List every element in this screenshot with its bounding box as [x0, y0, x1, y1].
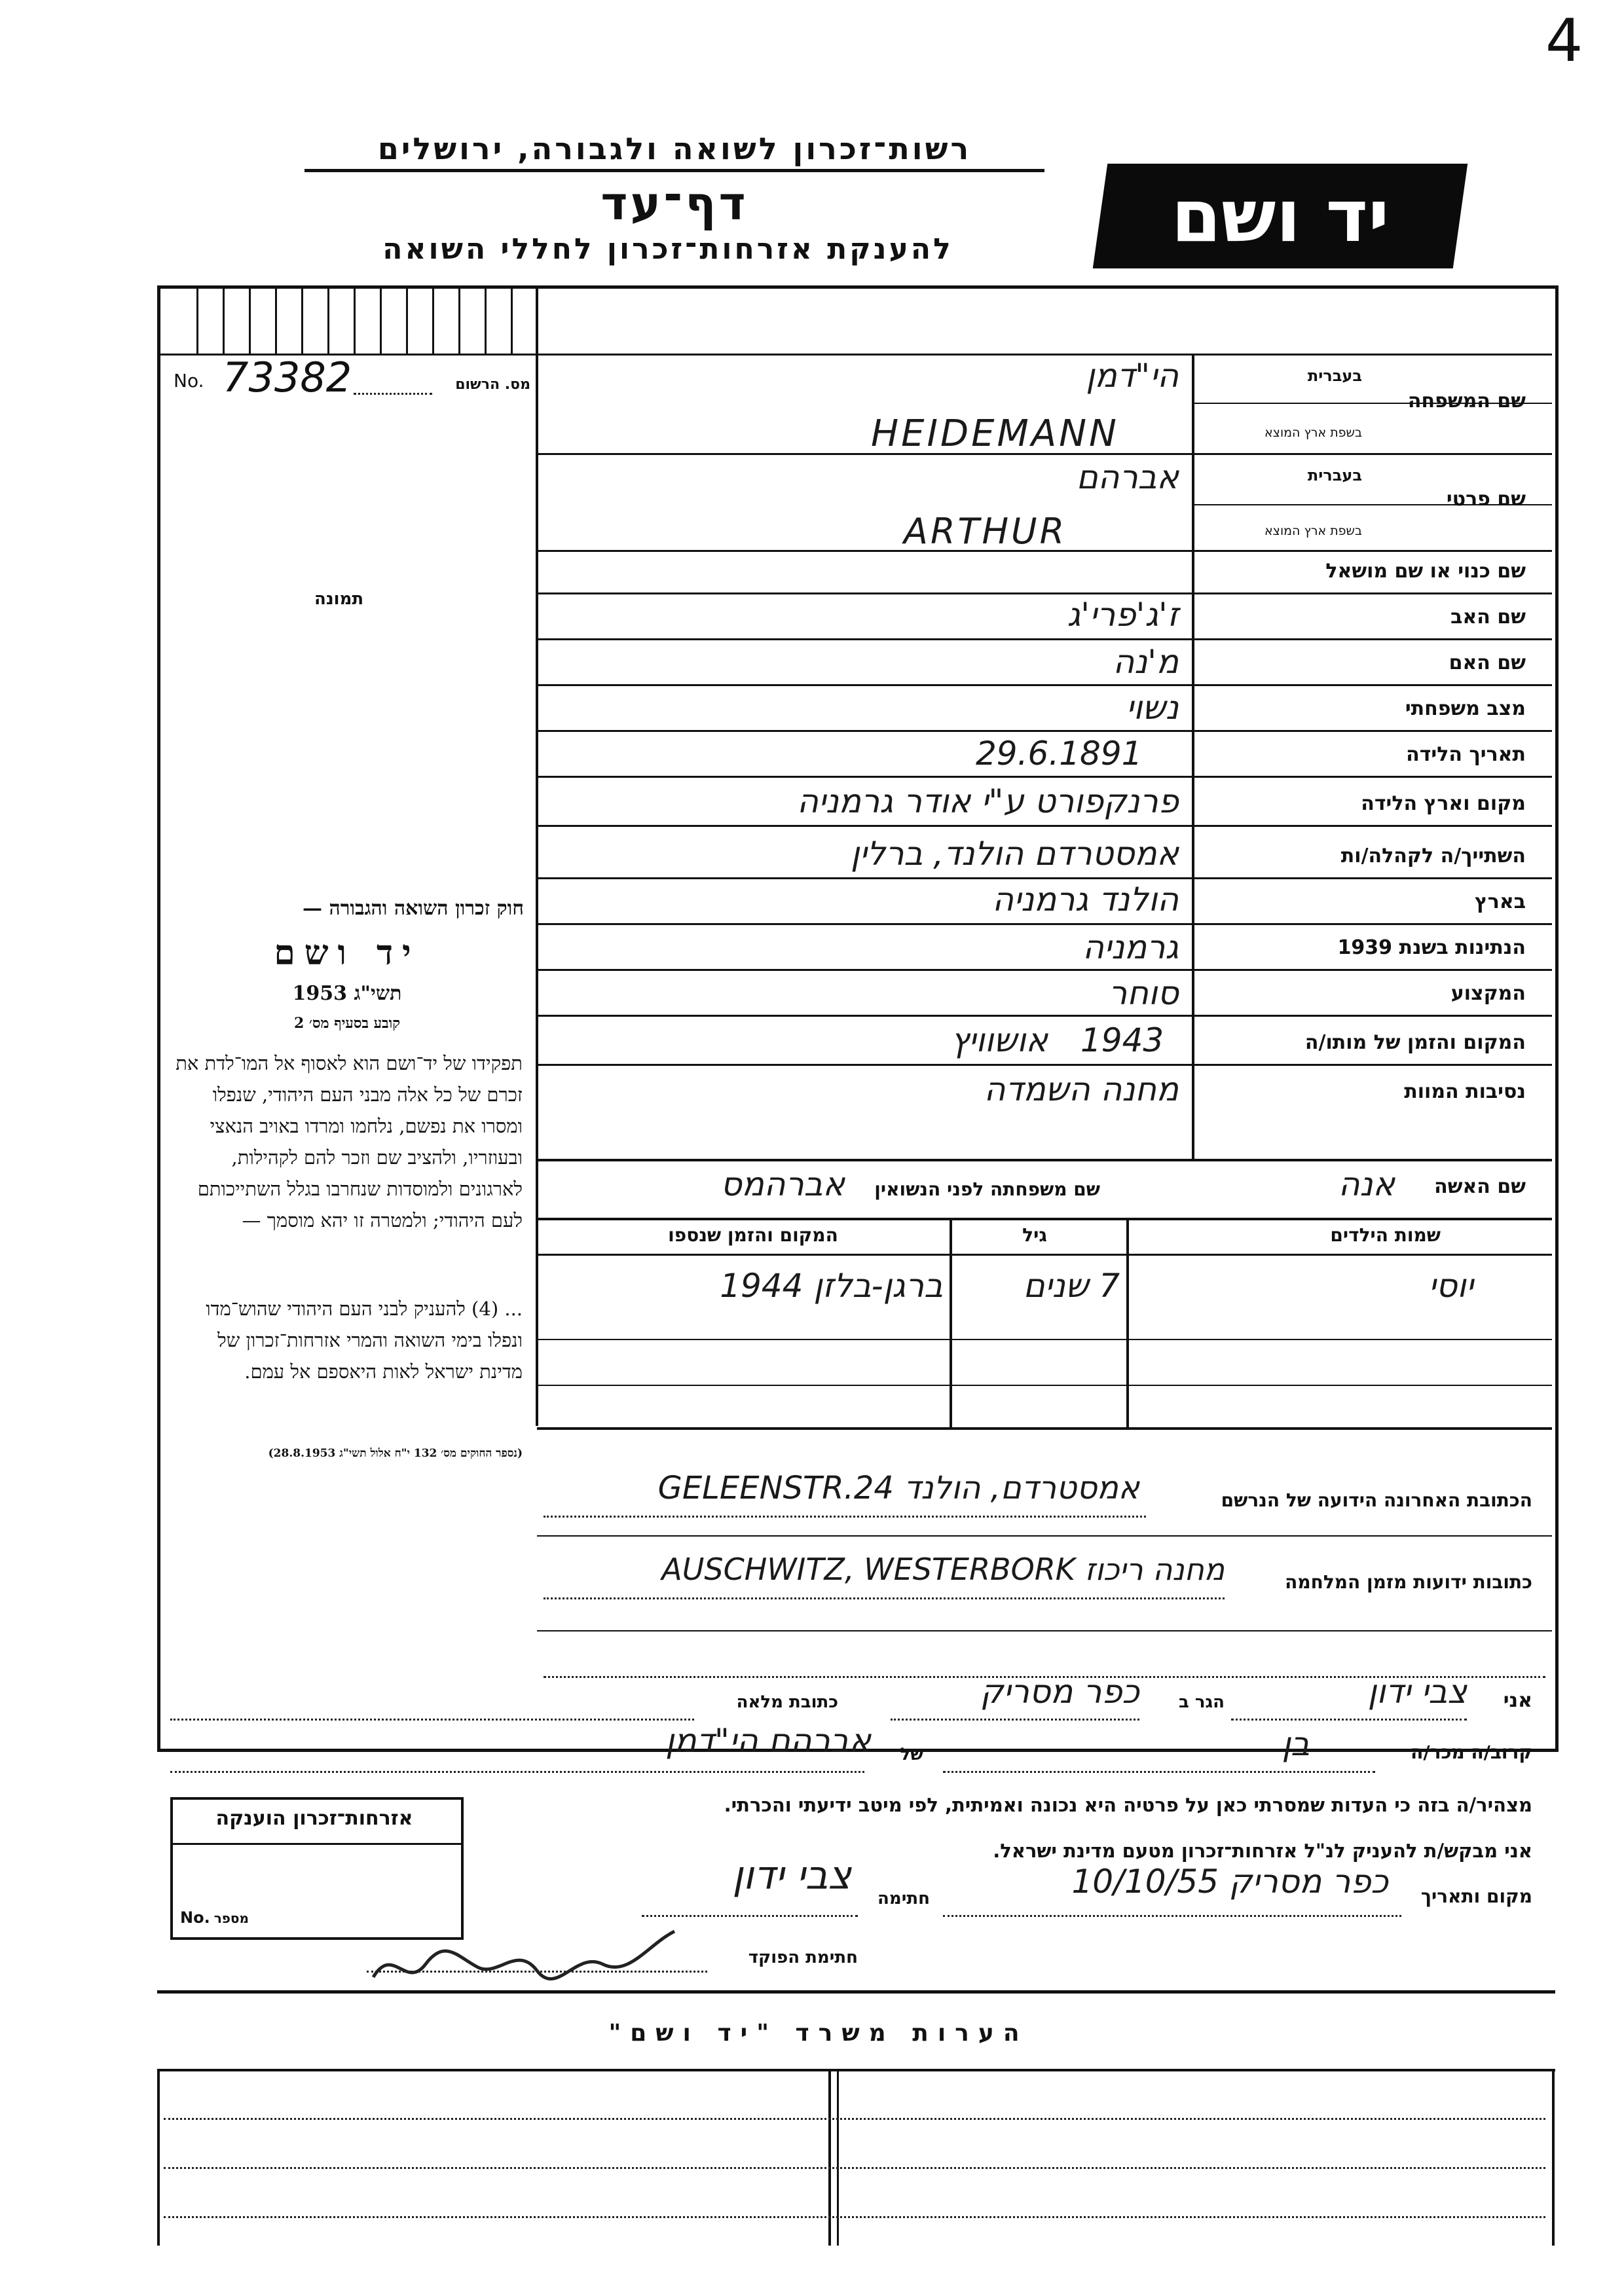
relation-value: בן: [1282, 1725, 1310, 1763]
father-value: ז'ג'פרי'ג: [1067, 596, 1179, 634]
form-title: דף־עד: [600, 177, 748, 230]
citizenship-1939-label: הנתינות בשנת 1939: [1337, 936, 1526, 959]
last-address-label: הכתובת האחרונה הידועה של הנרשם: [1221, 1489, 1532, 1511]
children-place-header: המקום והזמן שנספו: [668, 1224, 838, 1246]
child-1-place: ברגן-בלזן 1944: [720, 1267, 943, 1305]
stamp-box-no-label: מספר: [213, 1910, 249, 1926]
community-label: השתייך/ה לקהלה/ות: [1340, 845, 1526, 867]
authority-underline: [304, 169, 1044, 172]
logo-text: יד ושם: [1171, 174, 1390, 258]
family-name-label: שם המשפחה: [1407, 390, 1526, 412]
birth-place-value: פרנקפורט ע"י אודר גרמניה: [797, 782, 1179, 820]
birth-place-label: מקום וארץ הלידה: [1361, 792, 1526, 815]
wartime-address-label: כתובות ידועות מזמן המלחמה: [1285, 1571, 1532, 1593]
declarant-resides-label: הגר ב: [1178, 1692, 1225, 1712]
place-date-label: מקום ותאריך: [1420, 1886, 1532, 1907]
law-clause: קובע בסעיף מס׳ 2: [293, 1015, 401, 1032]
wife-maiden-label: שם משפחתה לפני הנשואין: [874, 1178, 1100, 1200]
birth-date-label: תאריך הלידה: [1406, 743, 1526, 766]
nickname-label: שם כנוי או שם מושאל: [1325, 560, 1526, 583]
wife-name-value: אנה: [1338, 1165, 1395, 1203]
family-name-sub-hebrew: בעברית: [1307, 367, 1362, 385]
law-year: תשי"ג 1953: [292, 982, 402, 1005]
death-circumstances-label: נסיבות המוות: [1404, 1080, 1526, 1103]
father-label: שם האב: [1450, 606, 1526, 629]
photo-label: תמונה: [314, 589, 364, 609]
declarant-full-address-label: כתובת מלאה: [736, 1692, 838, 1712]
clerk-signature-label: חתימת הפוקד: [748, 1948, 858, 1967]
registration-number: 73382: [223, 354, 352, 401]
community-value: אמסטרדם הולנד, ברלין: [850, 835, 1179, 873]
death-year-value: 1943: [1080, 1021, 1164, 1059]
wife-maiden-value: אברהמס: [720, 1165, 845, 1203]
relation-label: קרוב/ה מכר/ה: [1411, 1741, 1532, 1763]
law-paragraph-2: ... (4) להעניק לבני העם היהודי שהוש־מדו ונפלו בימי השואה והמרי אזרחות־זכרון של מדינת ישראל לאות היאספם אל עמם.: [206, 1298, 523, 1383]
law-paragraph-1: תפקידו של יד־ושם הוא לאסוף אל המו־לדת את זכרם של כל אלה מבני העם היהודי, שנפלו ומסרו את נפשם, נלחמו ומרדו באויב הנאצי ובעוזריו, ולהציב שם וזכר להם לקהילות, לארגונים ולמוסדות שנחרבו בגלל השתייכותם לעם היהודי; ולמטרה זו יהא מוסמך —: [175, 1052, 523, 1231]
children-age-header: גיל: [1022, 1224, 1047, 1246]
first-name-sub-origin: בשפת ארץ המוצא: [1264, 524, 1362, 538]
marital-status-label: מצב משפחתי: [1405, 697, 1526, 720]
signature-value: צבי ידון: [732, 1853, 851, 1899]
request-text: אני מבקש/ת להעניק לנ"ל אזרחות־זכרון מטעם מדינת ישראל.: [993, 1840, 1532, 1862]
declarant-name-value: צבי ידון: [1367, 1673, 1467, 1711]
office-notes-header: הערות משרד "יד ושם": [608, 2020, 1029, 2047]
declaration-text: מצהיר/ה בזה כי העדות שמסרתי כאן על פרטיה היא נכונה ואמיתית, לפי מיטב ידיעתי והכרתי.: [724, 1794, 1532, 1816]
family-name-sub-origin: בשפת ארץ המוצא: [1264, 426, 1362, 440]
registration-no-label: No.: [174, 370, 204, 392]
country-label: בארץ: [1474, 890, 1526, 913]
child-1-age: 7 שנים: [1023, 1267, 1120, 1305]
first-name-origin-value: ARTHUR: [904, 511, 1067, 552]
child-1-name: יוסי: [1428, 1267, 1473, 1305]
wife-name-label: שם האשה: [1434, 1175, 1526, 1198]
family-name-hebrew-value: הי"דמן: [1086, 357, 1179, 395]
first-name-label: שם פרטי: [1446, 488, 1526, 511]
place-date-value: כפר מסריק 10/10/55: [1071, 1863, 1388, 1901]
first-name-sub-hebrew: בעברית: [1307, 466, 1362, 484]
mother-value: מ'נה: [1113, 643, 1179, 681]
last-address-value: אמסטרדם, הולנד GELEENSTR.24: [657, 1470, 1139, 1506]
law-title: חוק זכרון השואה והגבורה —: [303, 897, 524, 920]
death-circumstances-value: מחנה השמדה: [984, 1070, 1179, 1108]
stamp-box-title: אזרחות־זכרון הוענקה: [215, 1807, 413, 1830]
page-number: 4: [1545, 7, 1583, 75]
country-value: הולנד גרמניה: [992, 881, 1179, 919]
stamp-box-no: No.: [180, 1908, 210, 1927]
profession-label: המקצוע: [1450, 982, 1526, 1005]
marital-status-value: נשוי: [1126, 689, 1179, 727]
birth-date-value: 29.6.1891: [976, 735, 1143, 773]
relation-of-value: אברהם הי"דמן: [665, 1722, 871, 1760]
form-subtitle: להענקת אזרחות־זכרון לחללי השואה: [382, 232, 953, 266]
citizenship-1939-value: גרמניה: [1082, 928, 1179, 966]
death-place-value: אושוויץ: [951, 1021, 1048, 1059]
wartime-address-value: מחנה ריכוז AUSCHWITZ, WESTERBORK: [661, 1552, 1225, 1587]
family-name-origin-value: HEIDEMANN: [871, 412, 1119, 455]
first-name-hebrew-value: אברהם: [1076, 458, 1179, 496]
profession-value: סוחר: [1109, 974, 1179, 1012]
children-names-header: שמות הילדים: [1330, 1224, 1441, 1246]
declarant-city-value: כפר מסריק: [980, 1673, 1139, 1711]
death-place-time-label: המקום והזמן של מותו/ה: [1304, 1031, 1526, 1054]
relation-of-label: של: [900, 1745, 923, 1764]
law-footnote: (נספר החוקים מס׳ 132 י"ח אלול תשי"ג 28.8.1953): [268, 1447, 523, 1460]
law-name: יד ושם: [274, 933, 420, 973]
authority-title: רשות־זכרון לשואה ולגבורה, ירושלים: [377, 131, 972, 166]
declarant-ani-label: אני: [1503, 1689, 1532, 1712]
yad-vashem-logo: [1093, 164, 1467, 268]
registration-label: מס. הרשום: [455, 376, 530, 393]
mother-label: שם האם: [1449, 651, 1526, 674]
signature-label: חתימה: [877, 1889, 930, 1908]
